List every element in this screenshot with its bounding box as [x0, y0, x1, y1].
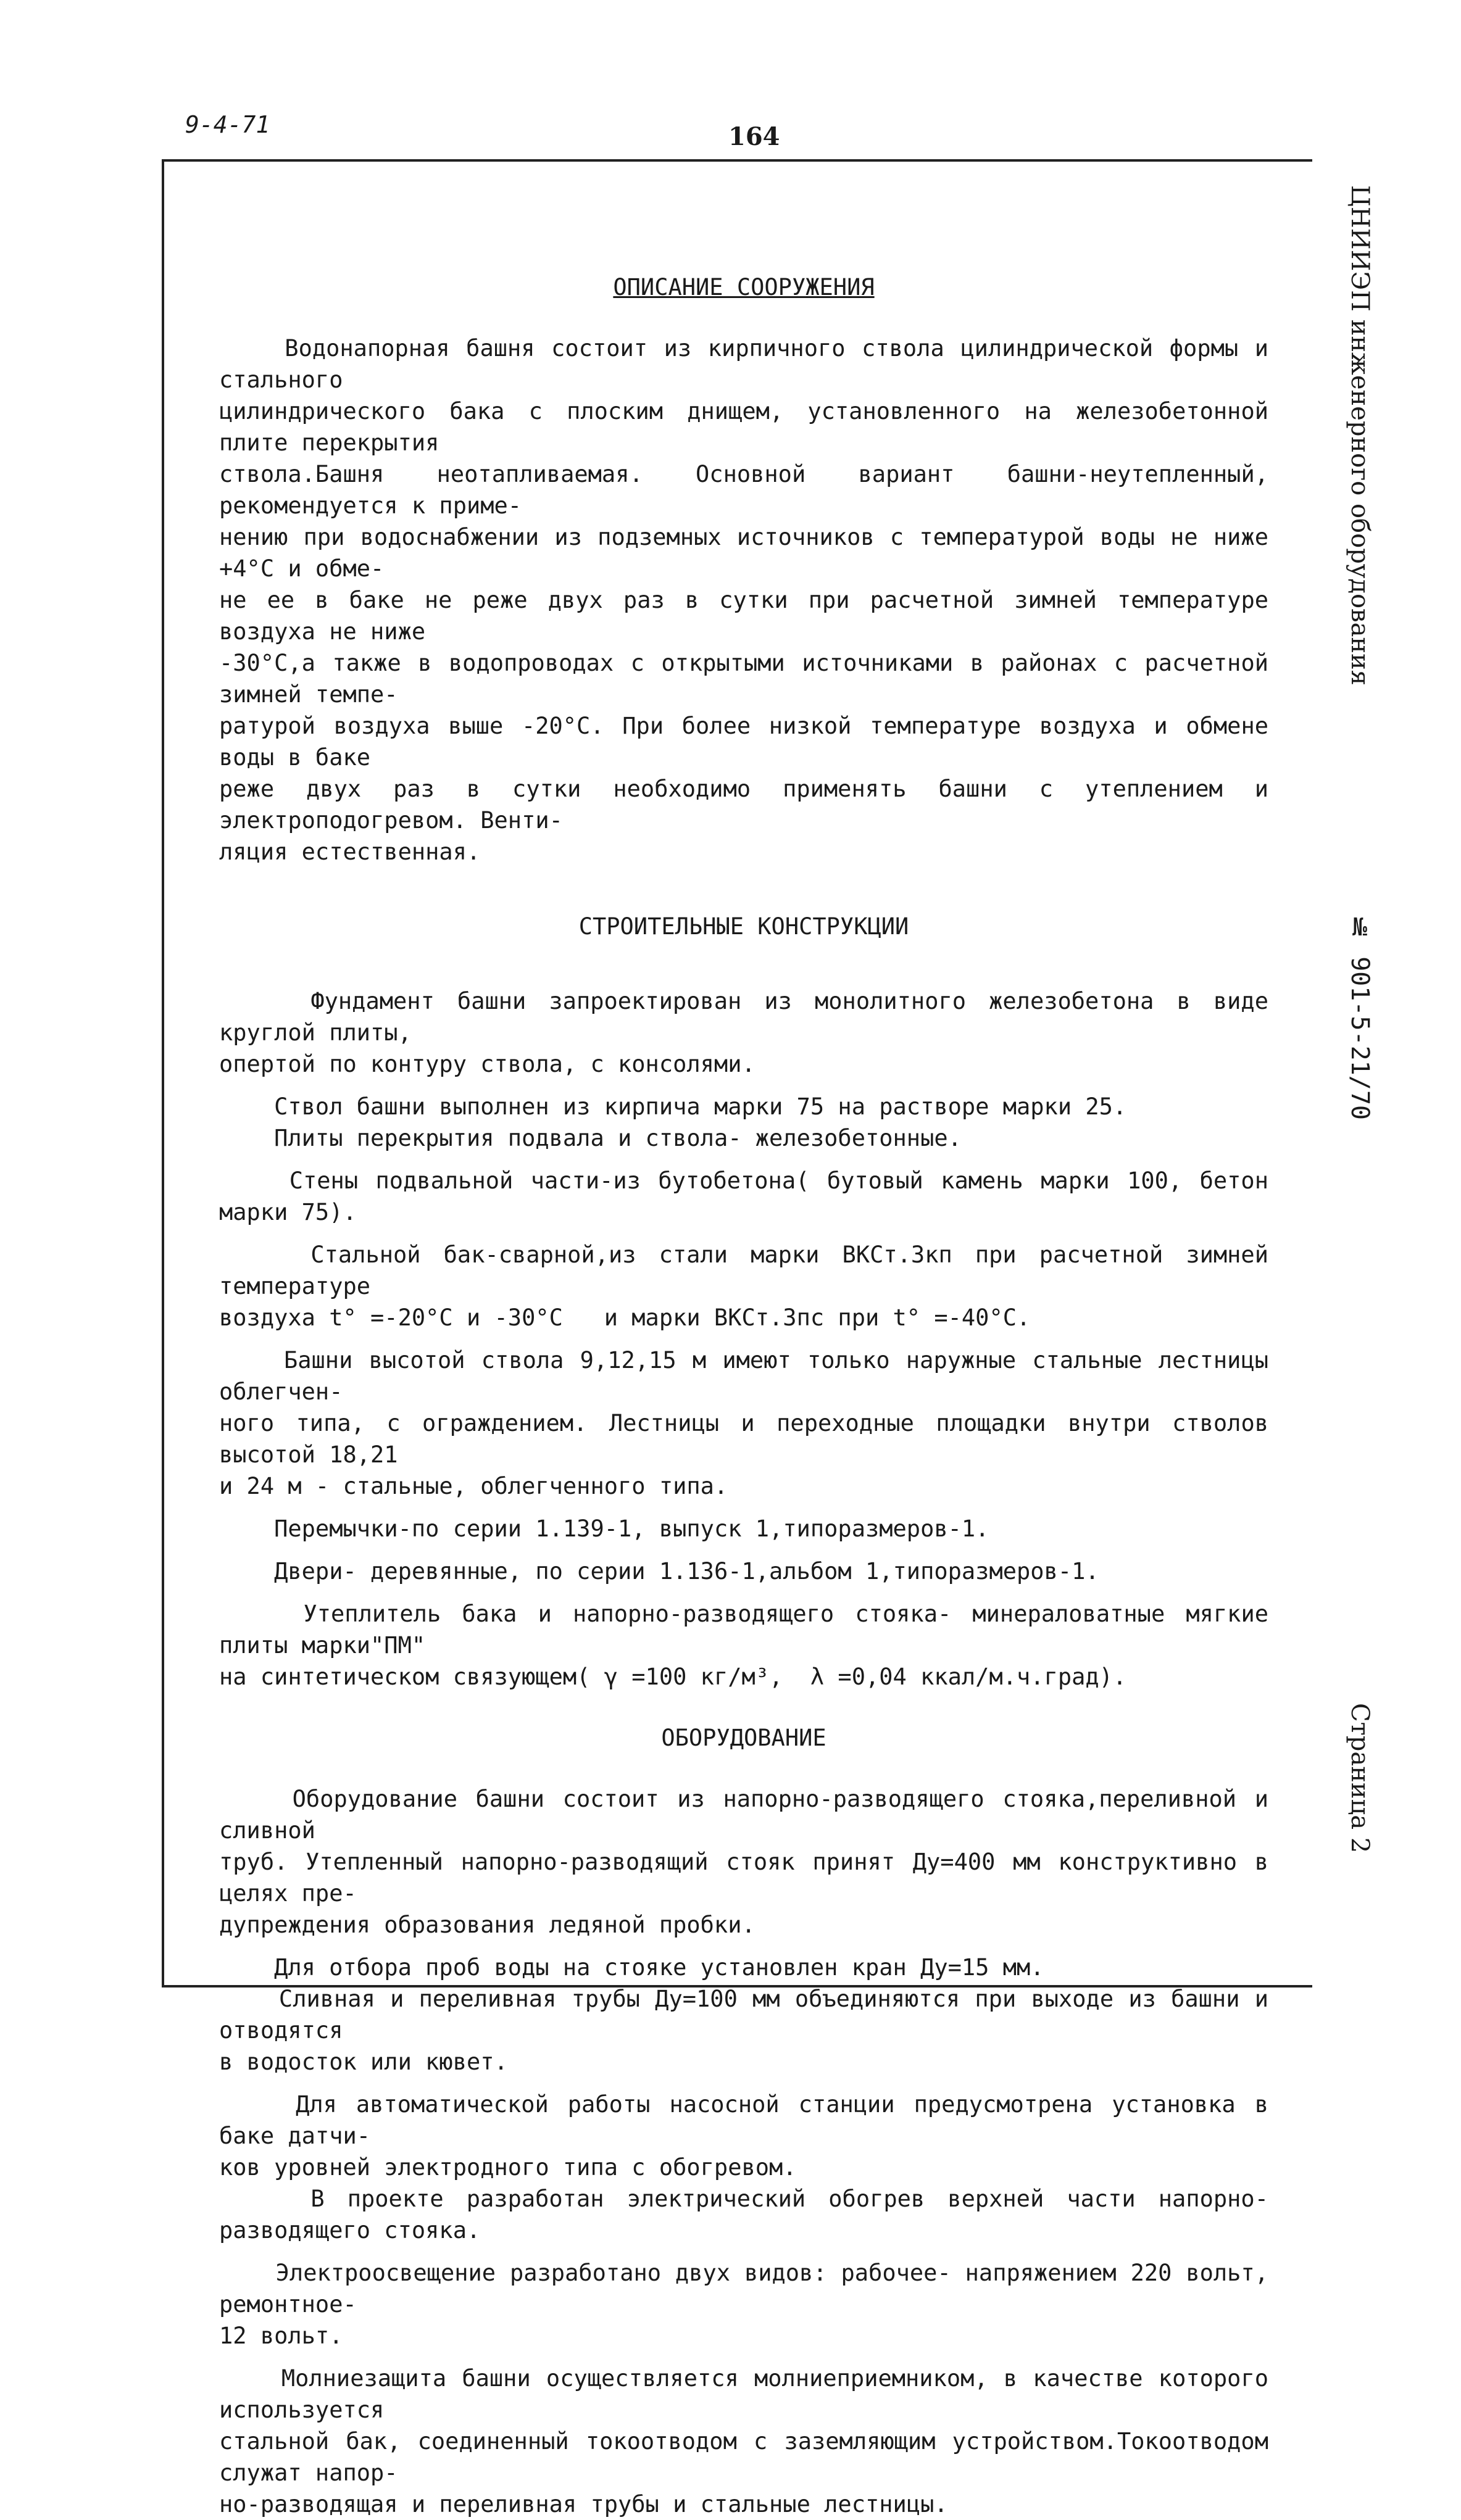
paragraph: Стальной бак-сварной,из стали марки ВКСт.3кп при расчетной зимней температуре воздуха t° =-20°С и -30°С и марки ВКСт.3пс при t° =-40°С. — [219, 1241, 1268, 1331]
document-body — [219, 271, 1283, 2520]
paragraph: Ствол башни выполнен из кирпича марки 75 на растворе марки 25. — [219, 1093, 1127, 1120]
paragraph: Плиты перекрытия подвала и ствола- железобетонные. — [219, 1125, 962, 1151]
paragraph: Утеплитель бака и напорно-разводящего стояка- минераловатные мягкие плиты марки"ПМ" на синтетическом связующем( γ =100 кг/м³, λ =0,04 ккал/м.ч.град). — [219, 1601, 1268, 1690]
paragraph: Перемычки-по серии 1.139-1, выпуск 1,типоразмеров-1. — [219, 1515, 989, 1542]
paragraph: Сливная и переливная трубы Ду=100 мм объединяются при выходе из башни и отводятся в водосток или кювет. — [219, 1986, 1268, 2075]
paragraph: Башни высотой ствола 9,12,15 м имеют только наружные стальные лестницы облегчен- ного типа, с ограждением. Лестницы и переходные площадки внутри стволов высотой 18,21 и 24 м - стальные, облегченного типа. — [219, 1347, 1269, 1499]
paragraph: В проекте разработан электрический обогрев верхней части напорно-разводящего стояка. — [219, 2186, 1268, 2244]
paragraph: Для автоматической работы насосной станции предусмотрена установка в баке датчи- ков уровней электродного типа с обогревом. — [219, 2091, 1268, 2181]
section-title-construction: СТРОИТЕЛЬНЫЕ КОНСТРУКЦИИ — [578, 913, 909, 940]
paragraph: Для отбора проб воды на стояке установлен кран Ду=15 мм. — [219, 1954, 1044, 1981]
page-number: 164 — [728, 122, 780, 151]
side-project-number: № 901-5-21/70 — [1346, 913, 1374, 1120]
paragraph: Фундамент башни запроектирован из монолитного железобетона в виде круглой плиты, опертой по контуру ствола, с консолями. — [219, 988, 1268, 1077]
section-title-equipment: ОБОРУДОВАНИЕ — [661, 1725, 826, 1751]
paragraph: Стены подвальной части-из бутобетона( бутовый камень марки 100, бетон марки 75). — [219, 1167, 1283, 1225]
side-sheet-label: Страница 2 — [1346, 1703, 1374, 1854]
side-organization: ЦНИИЭП инженерного оборудования — [1346, 185, 1374, 686]
paragraph: Оборудование башни состоит из напорно-разводящего стояка,переливной и сливной труб. Утепленный напорно-разводящий стояк принят Ду=400 мм конструктивно в целях пре- дупреждения образования ледяной пробки. — [219, 1786, 1268, 1938]
section-title-description: ОПИСАНИЕ СООРУЖЕНИЯ — [613, 274, 875, 300]
paragraph: Электроосвещение разработано двух видов: рабочее- напряжением 220 вольт, ремонтное- 12 вольт. — [219, 2260, 1268, 2349]
paragraph: Водонапорная башня состоит из кирпичного ствола цилиндрической формы и стального цилиндрического бака с плоским днищем, установленного на железобетонной плите перекрытия ствола.Башня неотапливаемая. Основной вариант башни-неутепленный, рекомендуется к приме- нению при водоснабжении из подземных источников с температурой воды не ниже +4°С и обме- не ее в баке не реже двух раз в сутки при расчетной зимней температуре воздуха не ниже -30°С,а также в водопроводах с открытыми источниками в районах с расчетной зимней темпе- ратурой воздуха выше -20°С. При более низкой температуре воздуха и обмене воды в баке реже двух раз в сутки необходимо применять башни с утеплением и электроподогревом. Венти- ляция естественная. — [219, 335, 1268, 865]
paragraph: Двери- деревянные, по серии 1.136-1,альбом 1,типоразмеров-1. — [219, 1558, 1099, 1585]
document-code: 9-4-71 — [185, 111, 270, 138]
paragraph: Молниезащита башни осуществляется молниеприемником, в качестве которого используется стальной бак, соединенный токоотводом с заземляющим устройством.Токоотводом служат напор- но-разводящая и переливная трубы и стальные лестницы. — [219, 2365, 1268, 2518]
